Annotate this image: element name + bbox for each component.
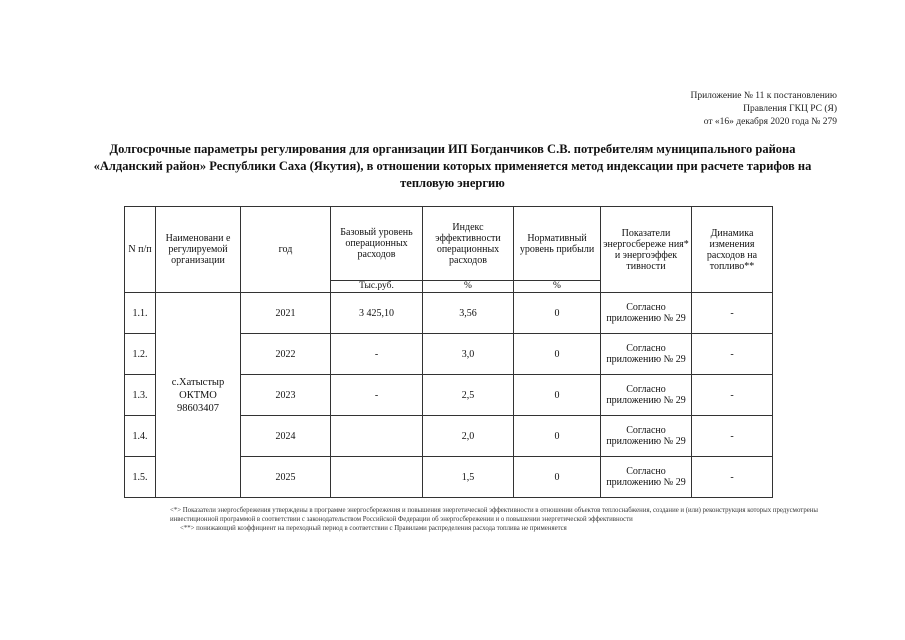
header-organization: Наименовани е регулируемой организации [156,207,241,293]
table-row [125,293,773,334]
organization-cell [156,293,241,498]
row-base-level [331,416,423,457]
header-fuel-dynamics: Динамика изменения расходов на топливо** [692,207,773,293]
row-efficiency-index: 2,0 [423,416,514,457]
row-fuel-dynamics: - [692,457,773,498]
row-efficiency-index: 3,0 [423,334,514,375]
organization-locality: с.Хатыстыр [171,376,225,388]
unit-profit-level: % [514,281,601,293]
row-efficiency-index: 1,5 [423,457,514,498]
row-base-level: 3 425,10 [331,293,423,334]
annex-line-3: от «16» декабря 2020 года № 279 [703,117,837,127]
row-profit-level: 0 [514,416,601,457]
row-profit-level: 0 [514,293,601,334]
row-profit-level: 0 [514,457,601,498]
header-year: год [241,207,331,293]
organization-oktmo-code: 98603407 [177,402,219,414]
tariff-parameters-table [124,206,773,498]
row-year: 2025 [241,457,331,498]
row-fuel-dynamics: - [692,375,773,416]
annex-line-2: Правления ГКЦ РС (Я) [743,104,837,114]
header-energy-saving: Показатели энергосбереже ния* и энергоэффек тивности [601,207,692,293]
row-efficiency-index: 2,5 [423,375,514,416]
row-year: 2022 [241,334,331,375]
row-num: 1.5. [125,457,156,498]
header-base-level: Базовый уровень операционных расходов [331,207,423,281]
row-base-level [331,457,423,498]
header-efficiency-index: Индекс эффективности операционных расходов [423,207,514,281]
row-energy-saving: Согласно приложению № 29 [601,334,692,375]
row-base-level: - [331,375,423,416]
row-fuel-dynamics: - [692,293,773,334]
table-header-row [125,207,773,281]
document-title: Долгосрочные параметры регулирования для организации ИП Богданчиков С.В. потребителям муниципального района «Алданский район» Республики Саха (Якутия), в отношении которых применяется метод индексации при расчете тарифов на тепловую энергию [93,142,812,190]
annex-line-1: Приложение № 11 к постановлению [690,91,837,101]
organization-oktmo-label: ОКТМО [179,389,217,401]
header-profit-level: Нормативный уровень прибыли [514,207,601,281]
row-energy-saving: Согласно приложению № 29 [601,293,692,334]
row-fuel-dynamics: - [692,334,773,375]
header-num: N п/п [125,207,156,293]
unit-base-level: Тыс.руб. [331,281,423,293]
row-year: 2023 [241,375,331,416]
row-efficiency-index: 3,56 [423,293,514,334]
row-energy-saving: Согласно приложению № 29 [601,457,692,498]
footnote-fuel: <**> понижающий коэффициент на переходный период в соответствии с Правилами распределения расхода топлива не применяется [180,525,567,532]
row-num: 1.3. [125,375,156,416]
unit-efficiency-index: % [423,281,514,293]
row-fuel-dynamics: - [692,416,773,457]
row-base-level: - [331,334,423,375]
row-profit-level: 0 [514,375,601,416]
annex-reference [537,90,837,129]
footnotes [170,506,838,533]
row-num: 1.2. [125,334,156,375]
row-num: 1.1. [125,293,156,334]
row-year: 2021 [241,293,331,334]
row-energy-saving: Согласно приложению № 29 [601,416,692,457]
row-num: 1.4. [125,416,156,457]
row-profit-level: 0 [514,334,601,375]
footnote-energy-saving: <*> Показатели энергосбережения утверждены в программе энергосбережения и повышения энергетической эффективности в отношении объектов теплоснабжения, создание и (или) реконструкция которых предусмотрены инвестиционной программой в соответствии с законодательством Российской Федерации об энергосбережении и о повышении энергетической эффективности [170,507,818,523]
row-year: 2024 [241,416,331,457]
row-energy-saving: Согласно приложению № 29 [601,375,692,416]
